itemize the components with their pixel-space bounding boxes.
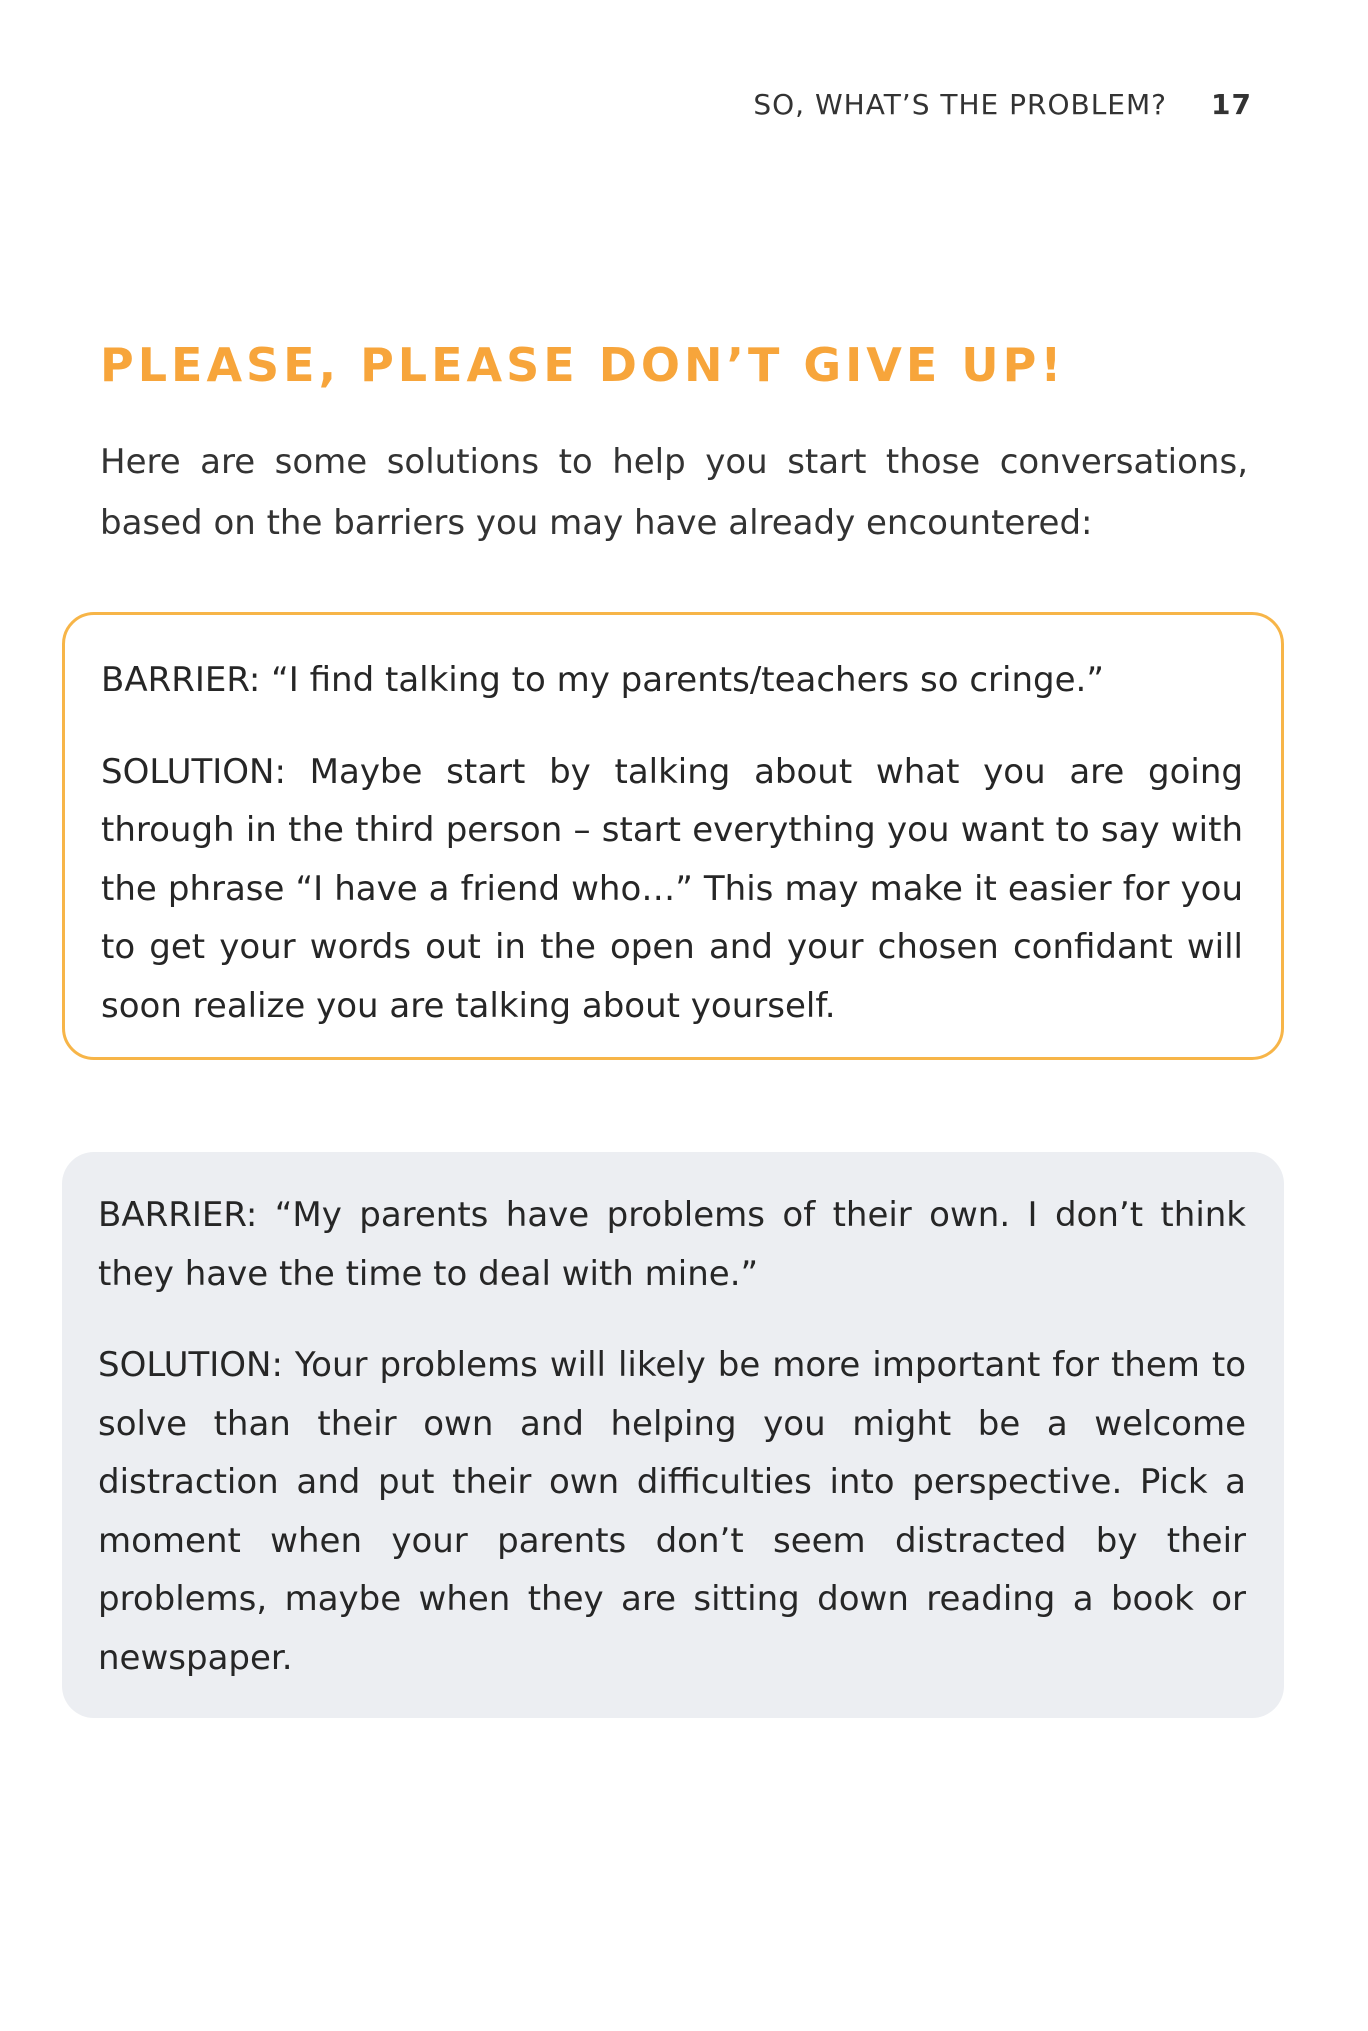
barrier-text: BARRIER: “I find talking to my parents/teachers so cringe.”	[101, 660, 1104, 700]
barrier-solution-box-2	[62, 1152, 1284, 1718]
solution-text: SOLUTION: Your problems will likely be more important for them to solve than their own and helping you might be a welcome distraction and put their own difficulties into perspective. Pick a moment when your parents don’t seem distracted by their problems, maybe when they are sitting down reading a book or newspaper.	[98, 1345, 1246, 1678]
running-header	[753, 88, 1252, 121]
chapter-title: SO, WHAT’S THE PROBLEM?	[753, 88, 1168, 121]
barrier-solution-box-1	[62, 612, 1284, 1060]
solution-text: SOLUTION: Maybe start by talking about what you are going through in the third person – start everything you want to say with the phrase “I have a friend who…” This may make it easier for you to get your words out in the open and your chosen confidant will soon realize you are talking about yourself.	[101, 751, 1243, 1026]
barrier-text: BARRIER: “My parents have problems of their own. I don’t think they have the time to deal with mine.”	[98, 1195, 1246, 1294]
section-heading: PLEASE, PLEASE DON’T GIVE UP!	[100, 338, 1066, 392]
intro-paragraph: Here are some solutions to help you start those conversations, based on the barriers you may have already encountered:	[100, 442, 1248, 543]
page-number: 17	[1211, 88, 1252, 121]
